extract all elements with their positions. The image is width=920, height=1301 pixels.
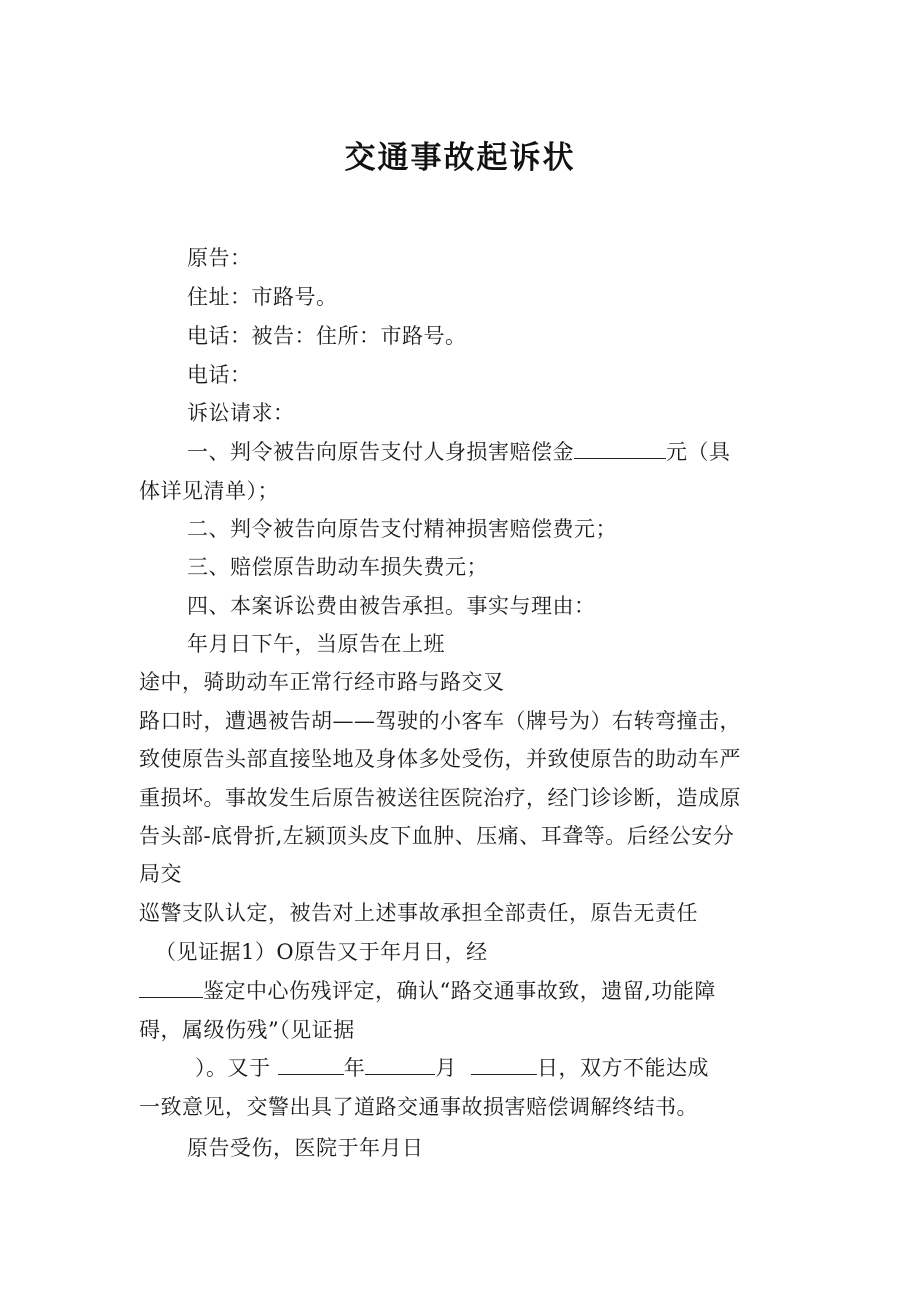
claim-1-tail: 元（具: [666, 440, 731, 464]
appraisal-blank: [139, 977, 203, 998]
defendant-phone-line: 电话：: [187, 363, 252, 387]
day-blank: [471, 1054, 537, 1075]
date-text: ）。又于: [195, 1056, 271, 1080]
year-blank: [278, 1054, 344, 1075]
facts-line: 致使原告头部直接坠地及身体多处受伤，并致使原告的助动车严: [139, 747, 741, 771]
facts-line: 路口时，遭遇被告胡——驾驶的小客车（牌号为）右转弯撞击，: [139, 709, 741, 733]
plaintiff-address-line: 住址：市路号。: [187, 285, 338, 309]
facts-line: 局交: [139, 862, 182, 886]
claim-4-line: 四、本案诉讼费由被告承担。事实与理由：: [187, 594, 596, 618]
day-text: 日，双方不能达成: [537, 1056, 710, 1080]
claim-1-line: [187, 438, 731, 466]
facts-line: 途中，骑助动车正常行经市路与路交叉: [139, 670, 505, 694]
facts-line: 一致意见，交警出具了道路交通事故损害赔偿调解终结书。: [139, 1095, 698, 1119]
month-blank: [365, 1054, 435, 1075]
facts-line: 原告受伤，医院于年月日: [187, 1136, 424, 1160]
facts-line: [139, 977, 716, 1005]
claims-heading: 诉讼请求：: [187, 401, 295, 425]
facts-line: 年月日下午，当原告在上班: [187, 632, 445, 656]
plaintiff-line: 原告：: [187, 246, 252, 270]
claim-2-line: 二、判令被告向原告支付精神损害赔偿费元；: [187, 517, 617, 541]
month-label: 月: [435, 1056, 457, 1080]
facts-text: 鉴定中心伤残评定，确认“路交通事故致，遗留,功能障: [203, 979, 716, 1003]
document-title: 交通事故起诉状: [344, 140, 576, 176]
facts-line: 巡警支队认定，被告对上述事故承担全部责任，原告无责任: [139, 901, 698, 925]
year-label: 年: [343, 1056, 366, 1080]
claim-1-text: 一、判令被告向原告支付人身损害赔偿金: [187, 440, 574, 464]
facts-line: 告头部-底骨折,左颍顶头皮下血肿、压痛、耳聋等。后经公安分: [139, 824, 735, 848]
phone-defendant-line: 电话：被告：住所：市路号。: [187, 324, 467, 348]
date-line: [195, 1054, 709, 1082]
facts-line: 重损坏。事故发生后原告被送往医院治疗，经门诊诊断，造成原: [139, 786, 741, 810]
facts-line: （见证据1）O原告又于年月日，经: [155, 940, 488, 964]
claim-3-line: 三、赔偿原告助动车损失费元；: [187, 555, 488, 579]
amount-blank: [574, 438, 666, 459]
claim-1-continuation: 体详见清单）；: [139, 479, 279, 503]
facts-line: 碍，属级伤残”（见证据: [139, 1018, 355, 1042]
